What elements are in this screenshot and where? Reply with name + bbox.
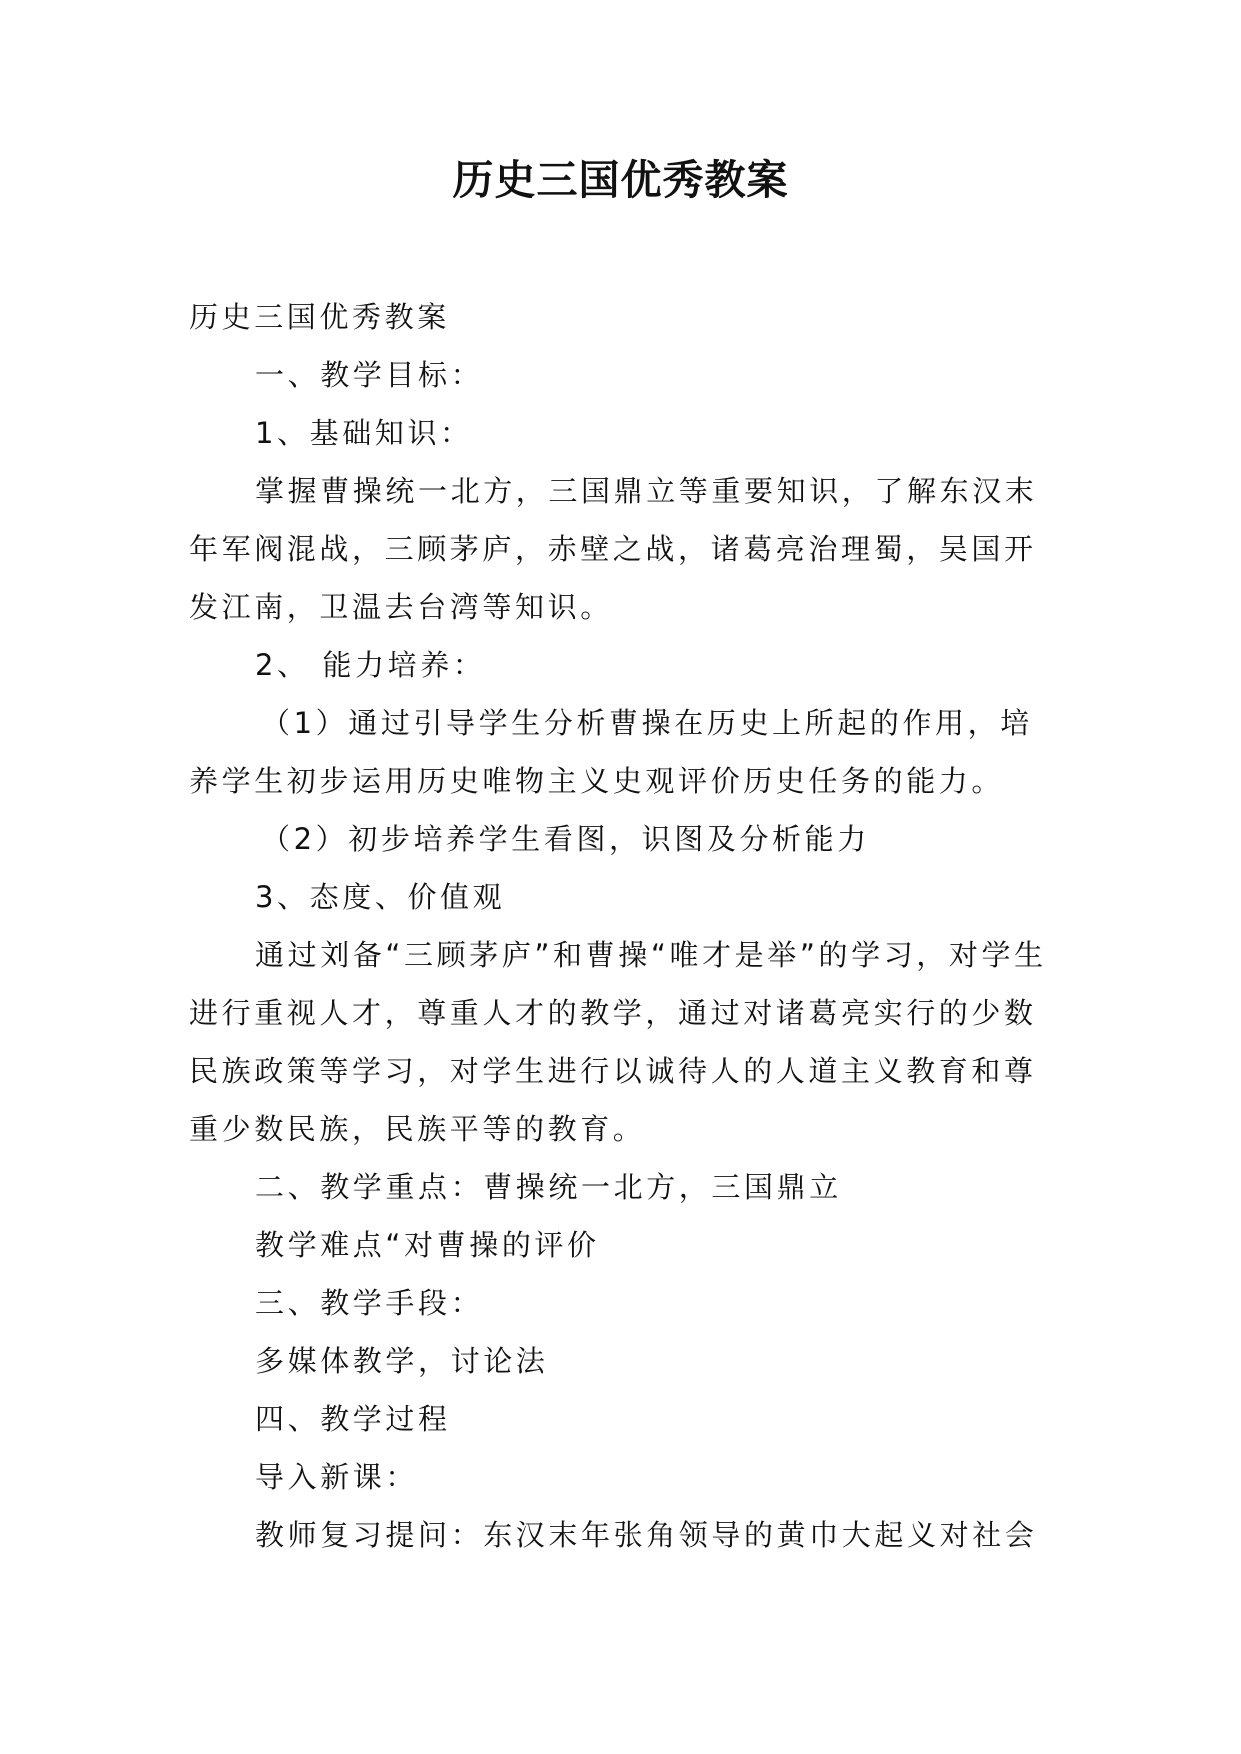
section-heading-process: 四、教学过程 [255, 1402, 451, 1436]
section-heading-objectives: 一、教学目标： [255, 358, 484, 392]
paragraph-values: 通过刘备“三顾茅庐”和曹操“唯才是举”的学习，对学生进行重视人才，尊重人才的教学，通过对诸葛亮实行的少数民族政策等学习，对学生进行以诚待人的人道主义教育和尊重少数民族，民族平等的教育。 [189, 938, 1047, 1146]
subtitle-paragraph: 历史三国优秀教案 [189, 300, 450, 334]
paragraph-teacher-question: 教师复习提问：东汉末年张角领导的黄巾大起义对社会 [255, 1518, 1038, 1552]
document-body [189, 288, 1055, 1564]
paragraph-ability-2: （2）初步培养学生看图，识图及分析能力 [261, 822, 870, 856]
document-title: 历史三国优秀教案 [452, 156, 789, 204]
paragraph-methods: 多媒体教学，讨论法 [255, 1344, 549, 1378]
section-heading-methods: 三、教学手段： [255, 1286, 484, 1320]
subheading-ability: 2、 能力培养： [255, 648, 486, 682]
paragraph-ability-1: （1）通过引导学生分析曹操在历史上所起的作用，培养学生初步运用历史唯物主义史观评价历史任务的能力。 [189, 706, 1033, 798]
subheading-basic-knowledge: 1、基础知识： [255, 416, 473, 450]
paragraph-difficulty: 教学难点“对曹操的评价 [255, 1228, 600, 1262]
subheading-introduction: 导入新课： [255, 1460, 419, 1494]
subheading-values: 3、态度、价值观 [255, 880, 506, 914]
section-heading-key-points: 二、教学重点：曹操统一北方，三国鼎立 [255, 1170, 842, 1204]
paragraph-basic-knowledge: 掌握曹操统一北方，三国鼎立等重要知识，了解东汉末年军阀混战，三顾茅庐，赤壁之战，诸葛亮治理蜀，吴国开发江南，卫温去台湾等知识。 [189, 474, 1038, 624]
